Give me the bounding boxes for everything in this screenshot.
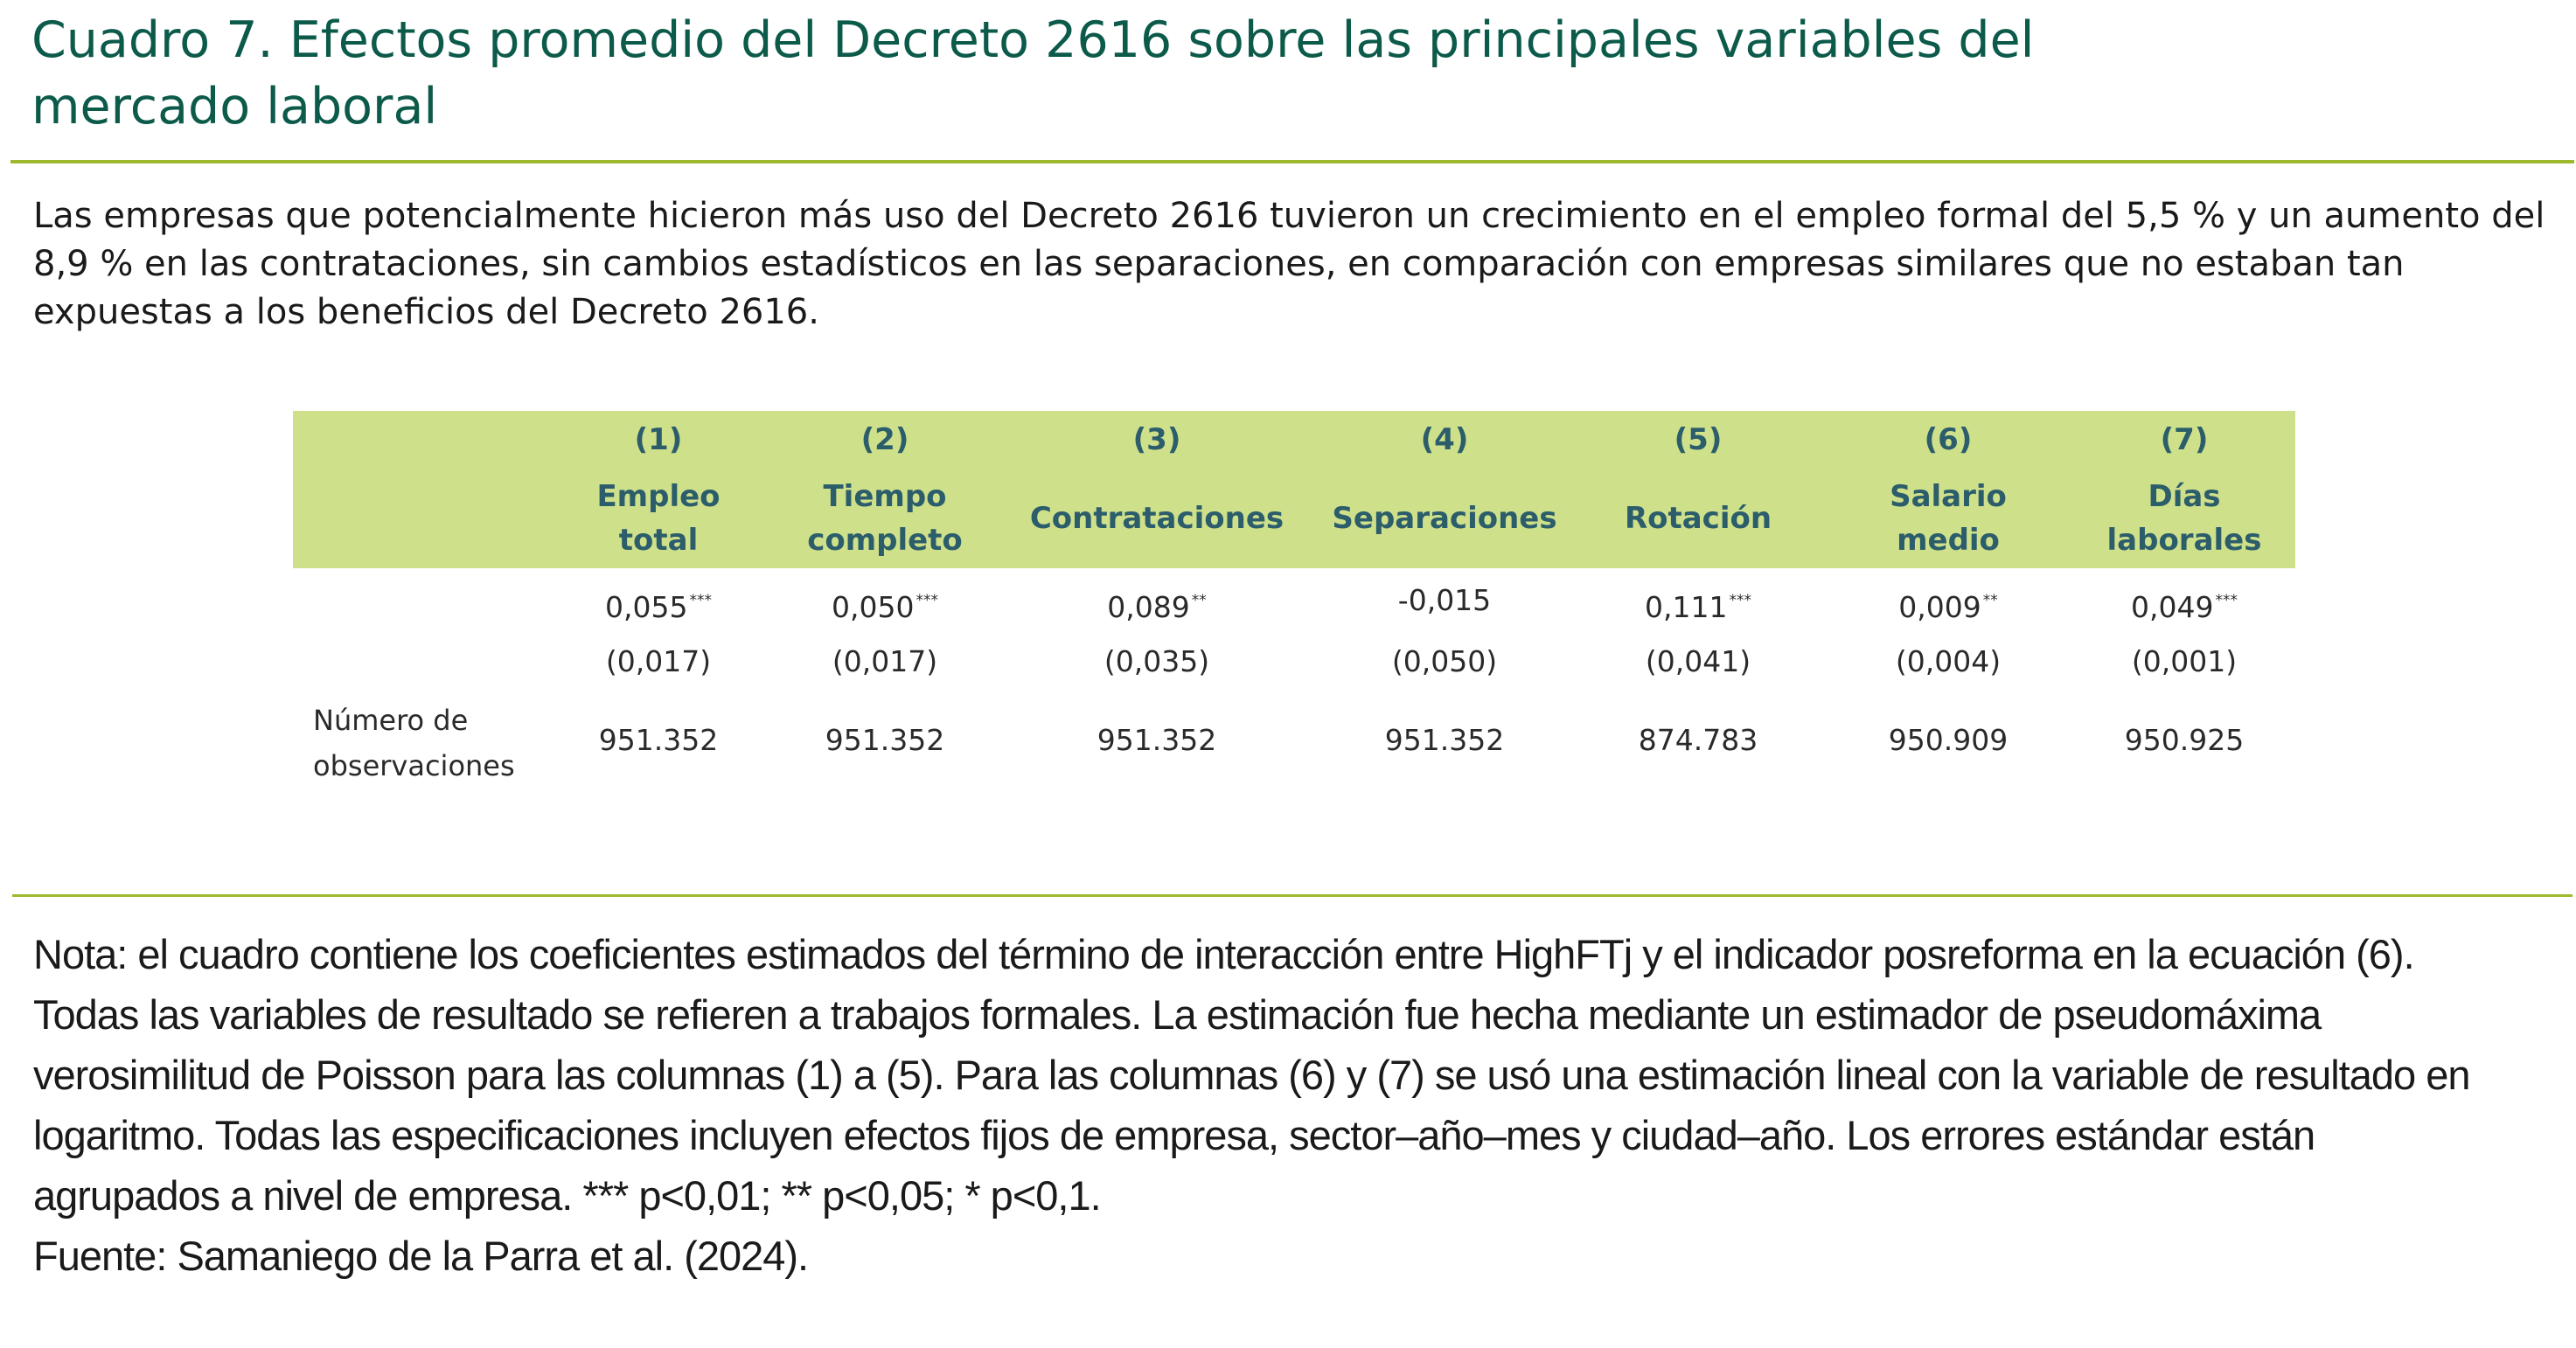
note-line: verosimilitud de Poisson para las columnas (1) a (5). Para las columnas (6) y (7) se usó una estimación lineal con la variable de resultado en <box>33 1052 2470 1098</box>
column-header-line-1: Días <box>2148 479 2221 514</box>
coefficient-cell <box>1017 581 1297 627</box>
column-header-line-1: Tiempo <box>823 479 947 514</box>
column-number: (4) <box>1420 422 1469 457</box>
coefficient-value: 0,009 <box>1898 590 1981 624</box>
standard-error-cell: (0,050) <box>1391 644 1498 678</box>
coefficient-value: 0,089 <box>1107 590 1190 624</box>
observations-cell: 951.352 <box>1384 723 1505 757</box>
column-header <box>745 475 1025 562</box>
note-line: Todas las variables de resultado se refieren a trabajos formales. La estimación fue hecha mediante un estimador de pseudomáxima <box>33 991 2322 1038</box>
title-line-1: Cuadro 7. Efectos promedio del Decreto 2616 sobre las principales variables del <box>31 11 2035 69</box>
column-number: (6) <box>1924 422 1973 457</box>
column-header-line-1: Empleo <box>596 479 721 514</box>
standard-error-cell: (0,004) <box>1895 644 2002 678</box>
coefficient-cell <box>1558 581 1838 627</box>
standard-error-cell: (0,035) <box>1104 644 1210 678</box>
coefficient-cell <box>1305 581 1584 620</box>
page-title <box>31 7 2532 140</box>
observations-cell: 951.352 <box>598 723 719 757</box>
coefficient-value: 0,049 <box>2131 590 2214 624</box>
observations-label-line-1: Número de <box>313 704 469 737</box>
coefficient-value: 0,055 <box>605 590 688 624</box>
standard-error-cell: (0,001) <box>2131 644 2238 678</box>
observations-cell: 950.925 <box>2124 723 2245 757</box>
significance-stars: ** <box>1982 592 1998 609</box>
title-line-2: mercado laboral <box>31 78 438 135</box>
observations-cell: 950.909 <box>1888 723 2009 757</box>
standard-error-cell: (0,041) <box>1645 644 1751 678</box>
coefficient-cell <box>2044 581 2324 627</box>
source-line: Fuente: Samaniego de la Parra et al. (2024). <box>33 1233 809 1279</box>
column-number: (2) <box>860 422 909 457</box>
observations-label-line-2: observaciones <box>313 749 515 782</box>
observations-row-label <box>313 698 575 789</box>
significance-stars: *** <box>2215 592 2238 609</box>
column-header: Rotación <box>1624 501 1772 536</box>
significance-stars: *** <box>1729 592 1751 609</box>
standard-error-cell: (0,017) <box>832 644 938 678</box>
column-header: Separaciones <box>1332 501 1557 536</box>
column-number: (5) <box>1674 422 1723 457</box>
significance-stars: *** <box>916 592 938 609</box>
column-number: (3) <box>1132 422 1181 457</box>
column-header-line-2: medio <box>1897 523 2000 558</box>
column-header: Contrataciones <box>1029 501 1285 536</box>
note-line: Nota: el cuadro contiene los coeficientes estimados del término de interacción entre HighFTj y el indicador posreforma en la ecuación (6). <box>33 931 2414 977</box>
top-divider <box>10 160 2574 163</box>
standard-error-cell: (0,017) <box>605 644 712 678</box>
summary-paragraph: Las empresas que potencialmente hicieron más uso del Decreto 2616 tuvieron un crecimiento en el empleo formal del 5,5 % y un aumento del 8,9 % en las contrataciones, sin cambios estadísticos en las separaciones, en comparación con empresas similares que no estaban tan expuestas a los beneficios del Decreto 2616. <box>33 196 2545 332</box>
significance-stars: ** <box>1191 592 1207 609</box>
note-line: agrupados a nivel de empresa. *** p<0,01; ** p<0,05; * p<0,1. <box>33 1172 1101 1219</box>
column-header-line-2: completo <box>807 523 963 558</box>
observations-cell: 951.352 <box>1097 723 1217 757</box>
observations-cell: 951.352 <box>825 723 945 757</box>
observations-cell: 874.783 <box>1638 723 1758 757</box>
bottom-divider <box>12 894 2573 897</box>
table-note <box>33 924 2552 1286</box>
column-number: (7) <box>2160 422 2209 457</box>
coefficient-value: 0,050 <box>832 590 915 624</box>
column-header-line-2: total <box>618 523 699 558</box>
significance-stars: *** <box>689 592 712 609</box>
column-header-line-1: Salario <box>1890 479 2007 514</box>
column-header-line-2: laborales <box>2106 523 2262 558</box>
coefficient-value: 0,111 <box>1645 590 1728 624</box>
coefficient-cell <box>745 581 1025 627</box>
coefficient-value: -0,015 <box>1397 583 1492 617</box>
note-line: logaritmo. Todas las especificaciones incluyen efectos fijos de empresa, sector–año–mes y ciudad–año. Los errores estándar están <box>33 1112 2315 1158</box>
column-header <box>2044 475 2324 562</box>
column-number: (1) <box>634 422 683 457</box>
